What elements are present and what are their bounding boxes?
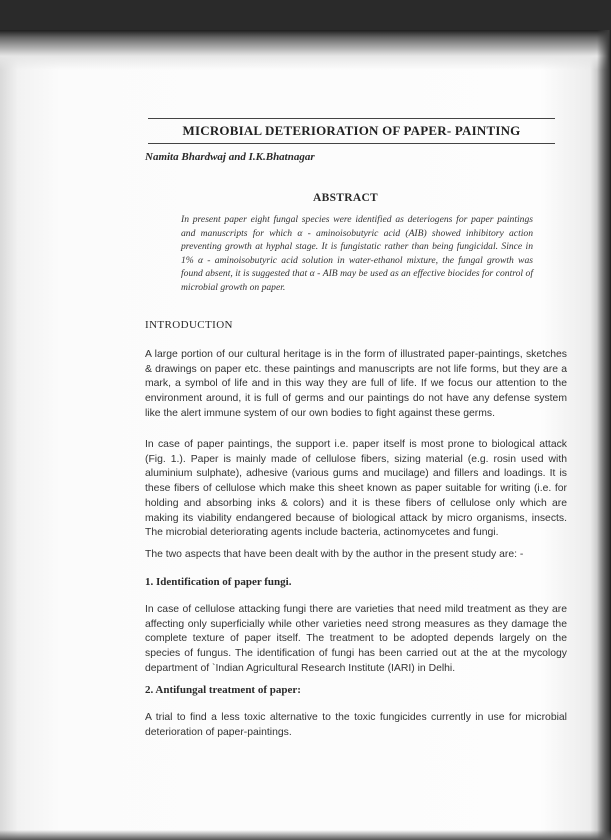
section-1-text: In case of cellulose attacking fungi there are varieties that need mild treatment as they are affecting only superficially while other varieties need strong measures as they damage the complete texture of paper itself. The treatment to be adopted depends largely on the species of fungus. The identification of fungi has been carried out at the at the mycology department of `Indian Agricultural Research Institute (IARI) in Delhi. bbox=[145, 604, 567, 674]
scan-bottom-edge bbox=[0, 830, 611, 840]
scan-top-shadow bbox=[0, 30, 611, 70]
abstract-text: In present paper eight fungal species were identified as deteriogens for paper paintings and manuscripts for which α - aminoisobutyric acid (AIB) showed inhibitory action preventing growth at hyphal stage. It is fungistatic rather than being fungicidal. Since in 1% α - aminoisobutyric acid solution in water-ethanol mixture, the fungal growth was found absent, it is suggested that α - AIB may be used as an effective biocides for control of microbial growth on paper. bbox=[181, 214, 533, 293]
title-rule-bottom bbox=[148, 143, 555, 144]
scanned-page bbox=[0, 30, 611, 840]
title-rule-top bbox=[148, 118, 555, 119]
paper-authors: Namita Bhardwaj and I.K.Bhatnagar bbox=[145, 151, 315, 163]
paper-title: MICROBIAL DETERIORATION OF PAPER- PAINTING bbox=[182, 123, 521, 138]
intro-paragraph-2: In case of paper paintings, the support i.e. paper itself is most prone to biological attack (Fig. 1.). Paper is mainly made of cellulose fibers, sizing material (e.g. rosin used with aluminium sulphate), adhesive (various gums and mucilage) and fillers and loadings. It is these fibers of cellulose which make this sheet known as paper suitable for writing (i.e. for holding and absorbing inks & colors) and it is these fibers of cellulose only which are making its viability endangered because of biological attack by micro organisms, insects. The microbial deteriorating agents include bacteria, actinomycetes and fungi. bbox=[145, 439, 567, 539]
abstract-heading: ABSTRACT bbox=[313, 192, 379, 204]
scan-right-edge bbox=[597, 30, 611, 840]
section-2-text: A trial to find a less toxic alternative to the toxic fungicides currently in use for microbial deterioration of paper-paintings. bbox=[145, 712, 567, 738]
section-2-heading: 2. Antifungal treatment of paper: bbox=[145, 684, 301, 696]
section-1-heading: 1. Identification of paper fungi. bbox=[145, 576, 292, 588]
introduction-heading: INTRODUCTION bbox=[145, 319, 233, 331]
intro-paragraph-3: The two aspects that have been dealt with by the author in the present study are: - bbox=[145, 549, 524, 560]
intro-paragraph-1: A large portion of our cultural heritage is in the form of illustrated paper-paintings, sketches & drawings on paper etc. these paintings and manuscripts are not life forms, but they are a mark, a symbol of life and in this way they are full of life. If we focus our attention to the environment around, it is full of germs and our paintings do not have any defense system like the alert immune system of our own bodies to fight against these germs. bbox=[145, 349, 567, 419]
